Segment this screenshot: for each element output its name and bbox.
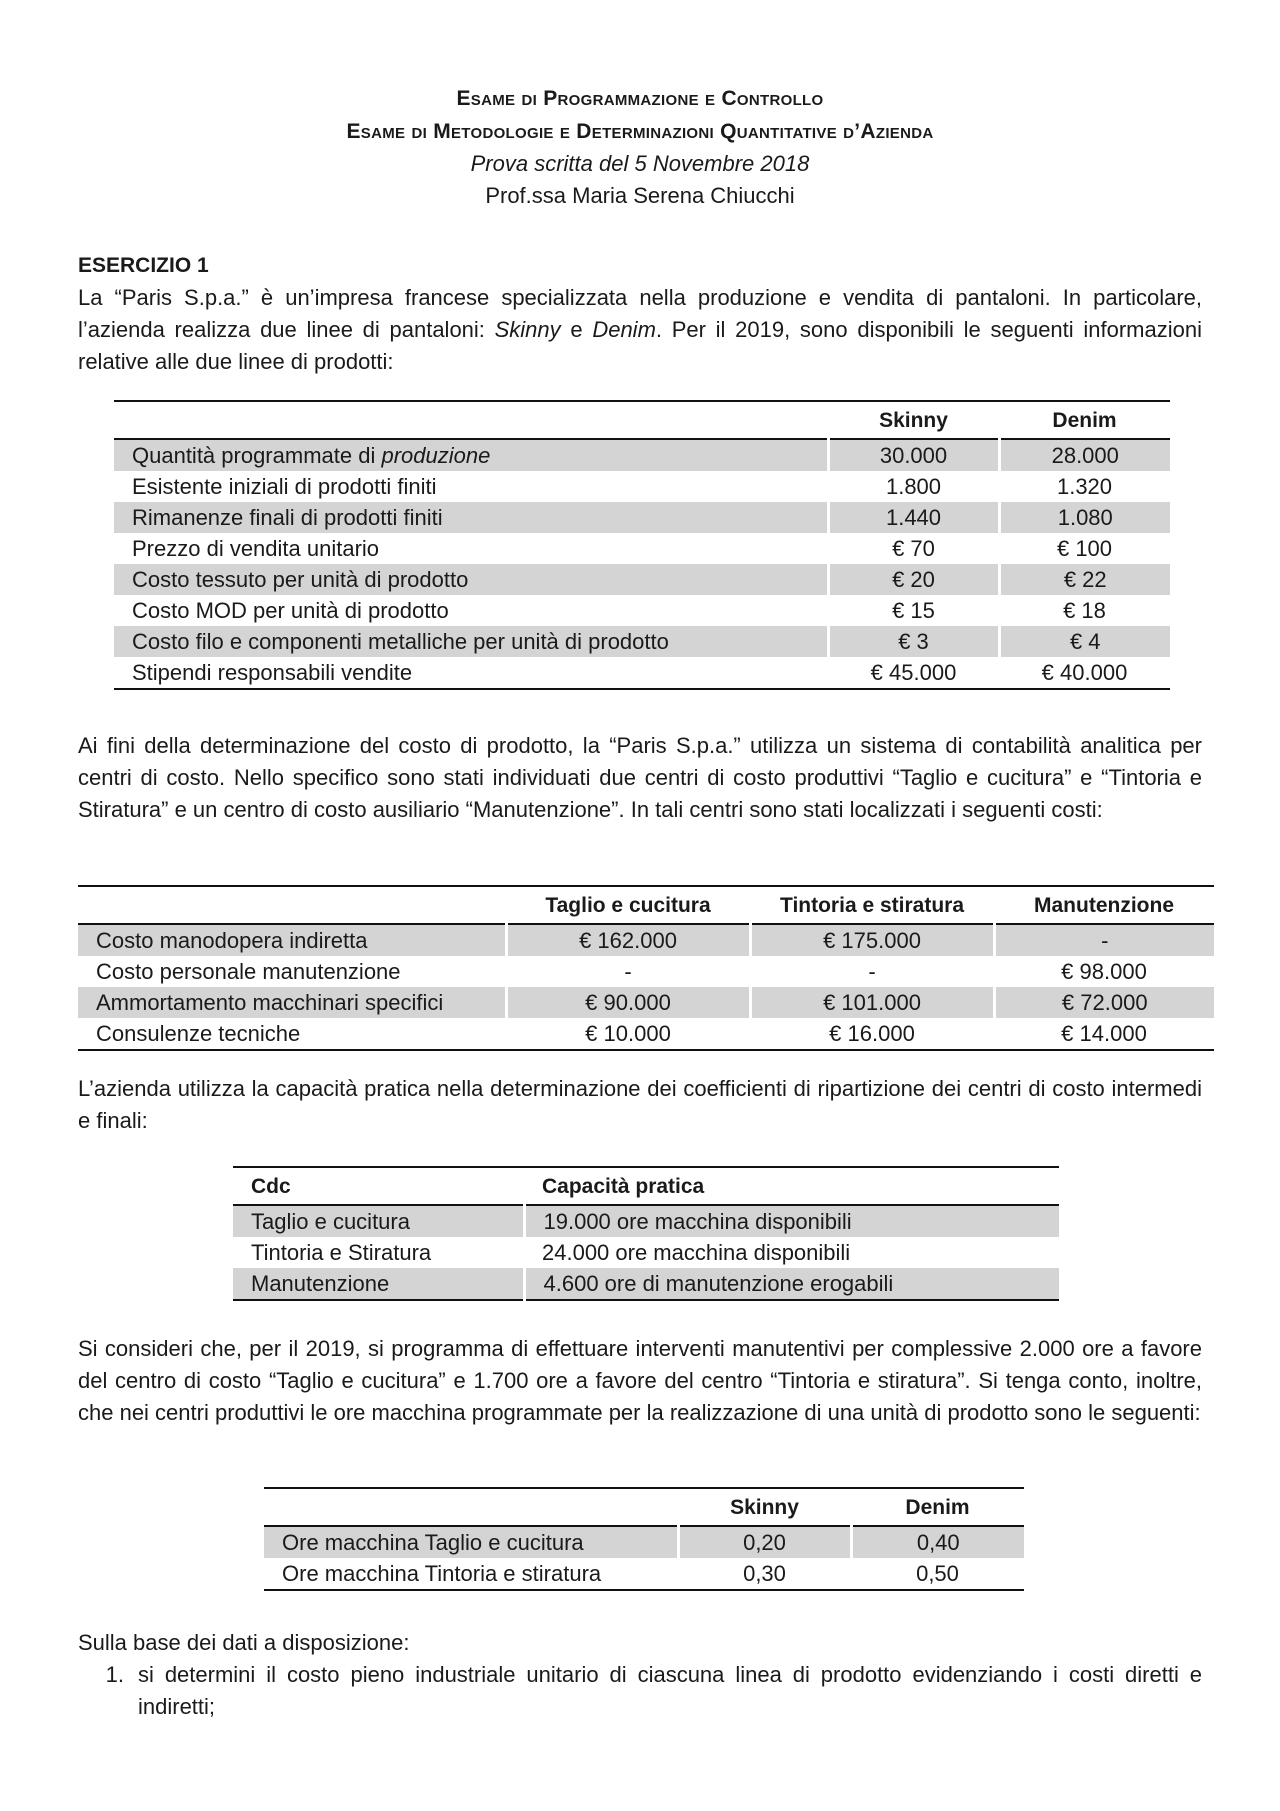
row-label: Ammortamento macchinari specifici xyxy=(78,987,506,1018)
cdc-name: Manutenzione xyxy=(233,1268,524,1300)
denim-value: € 4 xyxy=(999,626,1170,657)
exercise-title: ESERCIZIO 1 xyxy=(78,254,209,277)
tintoria-value: € 175.000 xyxy=(750,924,994,956)
paragraph-maintenance: Si consideri che, per il 2019, si programma di effettuare interventi manutentivi per complessive 2.000 ore a favore del centro di costo “Taglio e cucitura” e 1.700 ore a favore del centro “Tintoria e stiratura”. Si tenga conto, inoltre, che nei centri produttivi le ore macchina programmate per la realizzazione di una unità di prodotto sono le seguenti: xyxy=(78,1336,1202,1425)
exam-title-2: Esame di Metodologie e Determinazioni Quantitative d’Azienda xyxy=(346,120,934,143)
table-header-row xyxy=(264,1488,1024,1526)
table-row xyxy=(233,1268,1059,1300)
row-label: Costo MOD per unità di prodotto xyxy=(132,598,449,623)
tintoria-value: - xyxy=(868,959,876,984)
capacita-value: 19.000 ore macchina disponibili xyxy=(524,1205,1059,1237)
row-label: Rimanenze finali di prodotti finiti xyxy=(114,502,828,533)
header-manutenzione: Manutenzione xyxy=(1034,893,1174,917)
machine-hours-table xyxy=(264,1487,1024,1591)
taglio-value: € 162.000 xyxy=(506,924,750,956)
table-row xyxy=(78,956,1214,987)
table-row xyxy=(264,1526,1024,1558)
taglio-value: € 10.000 xyxy=(585,1021,671,1046)
row-label: Stipendi responsabili vendite xyxy=(132,660,413,685)
intro-paragraph xyxy=(78,282,1202,378)
intro-and: e xyxy=(560,317,593,342)
tintoria-value: € 101.000 xyxy=(750,987,994,1018)
denim-value: 0,50 xyxy=(916,1561,959,1586)
intro-text-1: La “Paris S.p.a.” è un’impresa francese specializzata nella produzione e vendita di pantaloni. In particolare, l’azienda realizza due linee di pantaloni: xyxy=(78,285,1202,342)
header-empty xyxy=(114,401,828,439)
paragraph-data-basis: Sulla base dei dati a disposizione: xyxy=(78,1630,410,1655)
question-text: si determini il costo pieno industriale unitario di ciascuna linea di prodotto evidenziando i costi diretti e indiretti; xyxy=(138,1662,1202,1719)
table-header-row xyxy=(233,1167,1059,1205)
row-label: Ore macchina Taglio e cucitura xyxy=(264,1526,678,1558)
denim-value: € 18 xyxy=(1063,598,1106,623)
denim-value: 1.320 xyxy=(1056,474,1113,499)
denim-value: 1.080 xyxy=(999,502,1170,533)
skinny-value: 30.000 xyxy=(828,439,999,471)
denim-value: € 22 xyxy=(999,564,1170,595)
table-row xyxy=(78,1018,1214,1050)
paragraph-cost-centers: Ai fini della determinazione del costo di prodotto, la “Paris S.p.a.” utilizza un sistema di contabilità analitica per centri di costo. Nello specifico sono stati individuati due centri di costo produttivi “Taglio e cucitura” e “Tintoria e Stiratura” e un centro di costo ausiliario “Manutenzione”. In tali centri sono stati localizzati i seguenti costi: xyxy=(78,733,1202,822)
header-skinny: Skinny xyxy=(730,1495,799,1519)
table-row xyxy=(233,1237,1059,1268)
table-row xyxy=(114,564,1170,595)
table-row xyxy=(114,657,1170,689)
cost-center-table xyxy=(78,885,1214,1051)
exam-date: Prova scritta del 5 Novembre 2018 xyxy=(470,151,810,176)
header-denim: Denim xyxy=(1052,408,1117,432)
tintoria-value: € 16.000 xyxy=(829,1021,915,1046)
row-label: Esistente iniziali di prodotti finiti xyxy=(132,474,437,499)
manutenzione-value: - xyxy=(994,924,1214,956)
header-taglio: Taglio e cucitura xyxy=(545,893,711,917)
table-row xyxy=(78,987,1214,1018)
cdc-name: Tintoria e Stiratura xyxy=(251,1240,432,1265)
taglio-value: - xyxy=(624,959,632,984)
skinny-value: 1.440 xyxy=(828,502,999,533)
denim-value: 28.000 xyxy=(999,439,1170,471)
table-row xyxy=(114,626,1170,657)
cdc-name: Taglio e cucitura xyxy=(233,1205,524,1237)
list-item xyxy=(78,1659,1202,1723)
skinny-value: 0,30 xyxy=(743,1561,786,1586)
header-denim: Denim xyxy=(905,1495,970,1519)
row-label: Ore macchina Tintoria e stiratura xyxy=(282,1561,602,1586)
professor-name: Prof.ssa Maria Serena Chiucchi xyxy=(485,183,795,208)
denim-value: € 100 xyxy=(1056,536,1113,561)
exam-title-1: Esame di Programmazione e Controllo xyxy=(456,87,824,110)
table-row xyxy=(114,439,1170,471)
intro-denim: Denim xyxy=(592,317,656,342)
manutenzione-value: € 14.000 xyxy=(1061,1021,1147,1046)
manutenzione-value: € 72.000 xyxy=(994,987,1214,1018)
table-row xyxy=(114,595,1170,626)
intro-text-2: . Per il 2019, sono disponibili le seguenti informazioni relative alle due linee di prodotti: xyxy=(78,317,1202,374)
header-empty xyxy=(264,1488,678,1526)
table-header-row xyxy=(78,886,1214,924)
header-skinny: Skinny xyxy=(879,408,948,432)
skinny-value: € 70 xyxy=(892,536,935,561)
skinny-value: € 45.000 xyxy=(870,660,957,685)
table-row xyxy=(233,1205,1059,1237)
header-empty xyxy=(78,886,506,924)
capacity-table xyxy=(233,1166,1059,1301)
question-list xyxy=(78,1659,1202,1723)
skinny-value: 1.800 xyxy=(885,474,942,499)
row-label: Costo filo e componenti metalliche per unità di prodotto xyxy=(114,626,828,657)
capacita-value: 4.600 ore di manutenzione erogabili xyxy=(524,1268,1059,1300)
denim-value: 0,40 xyxy=(851,1526,1024,1558)
header-cdc: Cdc xyxy=(251,1174,291,1198)
row-label: Quantità programmate di produzione xyxy=(114,439,828,471)
intro-skinny: Skinny xyxy=(494,317,561,342)
table-row xyxy=(114,471,1170,502)
capacita-value: 24.000 ore macchina disponibili xyxy=(542,1240,851,1265)
taglio-value: € 90.000 xyxy=(506,987,750,1018)
header-capacita: Capacità pratica xyxy=(542,1174,705,1198)
denim-value: € 40.000 xyxy=(1041,660,1128,685)
table-row xyxy=(78,924,1214,956)
table-row xyxy=(114,502,1170,533)
skinny-value: € 15 xyxy=(892,598,935,623)
product-data-table xyxy=(114,400,1170,690)
row-label: Consulenze tecniche xyxy=(96,1021,301,1046)
table-row xyxy=(114,533,1170,564)
table-row xyxy=(264,1558,1024,1590)
table-header-row xyxy=(114,401,1170,439)
manutenzione-value: € 98.000 xyxy=(1061,959,1147,984)
header-tintoria: Tintoria e stiratura xyxy=(780,893,964,917)
paragraph-capacity: L’azienda utilizza la capacità pratica nella determinazione dei coefficienti di ripartizione dei centri di costo intermedi e finali: xyxy=(78,1076,1202,1133)
row-label: Prezzo di vendita unitario xyxy=(132,536,380,561)
document-header xyxy=(0,82,1280,212)
question-number: 1. xyxy=(105,1662,124,1687)
row-label: Costo personale manutenzione xyxy=(96,959,401,984)
row-label: Costo tessuto per unità di prodotto xyxy=(114,564,828,595)
row-label: Costo manodopera indiretta xyxy=(78,924,506,956)
skinny-value: 0,20 xyxy=(678,1526,851,1558)
skinny-value: € 20 xyxy=(828,564,999,595)
skinny-value: € 3 xyxy=(828,626,999,657)
